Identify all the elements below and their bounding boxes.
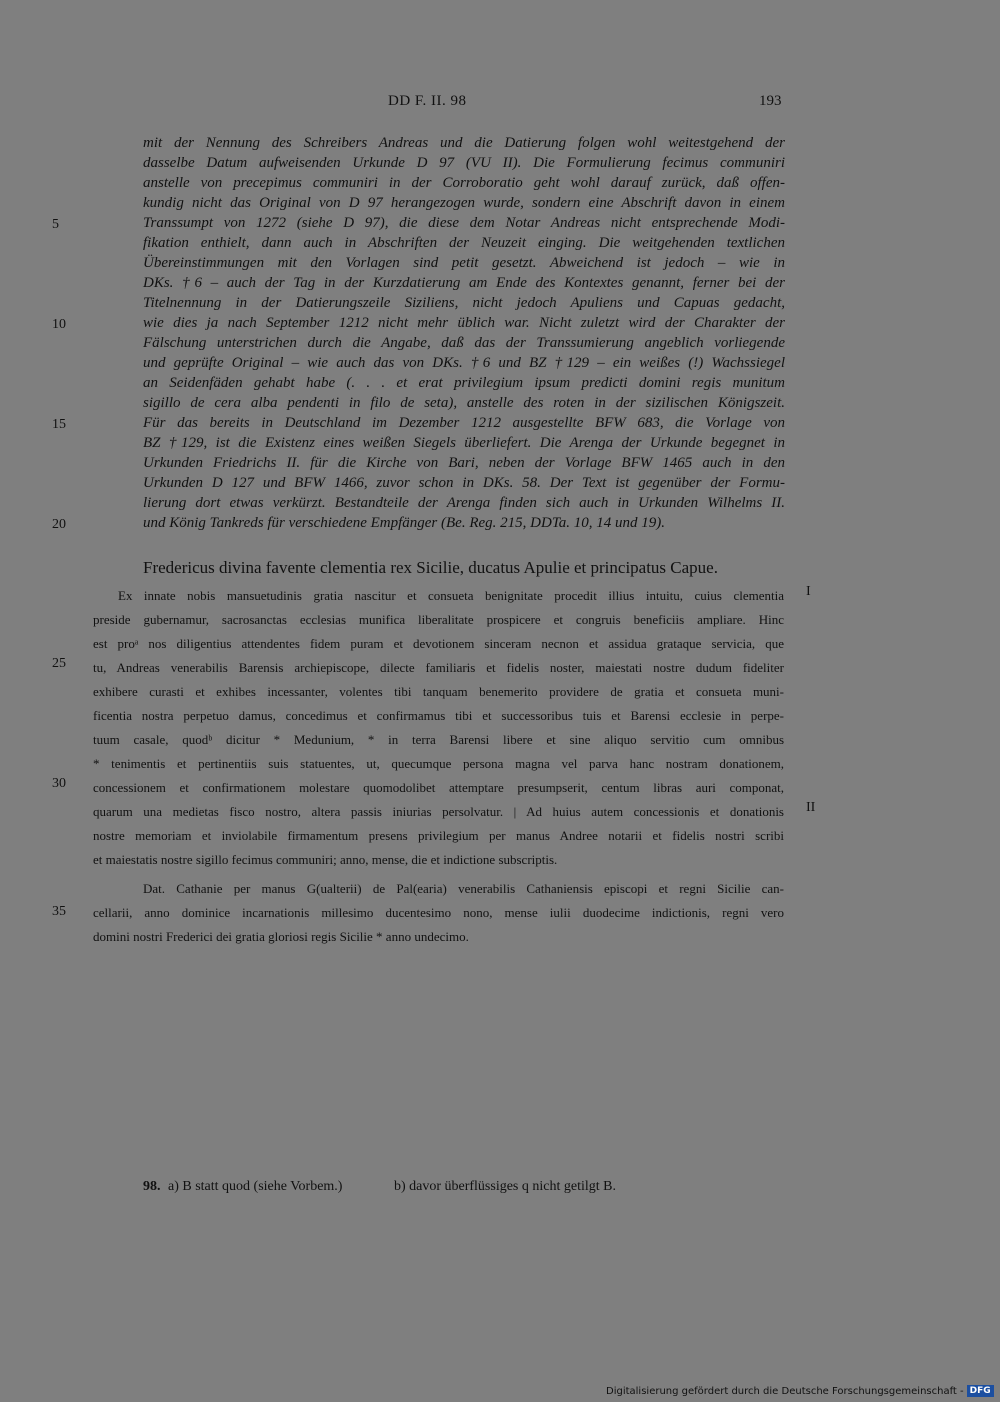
footnote-a: a) B statt quod (siehe Vorbem.) (168, 1179, 343, 1194)
remark-line: Transsumpt von 1272 (siehe D 97), die diese dem Notar Andreas nicht entsprechende Modi- (143, 215, 785, 231)
remark-line: Titelnennung in der Datierungszeile Siziliens, nicht jedoch Apuliens und Capuas gedacht, (143, 295, 785, 311)
remark-line: Urkunden Friedrichs II. für die Kirche von Bari, neben der Vorlage BFW 1465 auch in den (143, 455, 785, 471)
remark-line: sigillo de cera alba pendenti in filo de seta), anstelle des roten in der sizilischen Königszeit. (143, 395, 785, 411)
charter-line: tu, Andreas venerabilis Barensis archiepiscope, dilecte familiaris et fidelis noster, maiestati nostre dudum fideliter (93, 660, 784, 675)
remark-line: DKs. †6 – auch der Tag in der Kurzdatierung am Ende des Kontextes genannt, ferner bei der (143, 275, 785, 291)
footnote-number: 98. (143, 1179, 161, 1194)
running-title: DD F. II. 98 (388, 93, 467, 109)
charter-line: concessionem et confirmationem molestare quomodolibet attemptare presumpserit, centum libras auri componat, (93, 780, 784, 795)
remark-line: Fälschung unterstrichen durch die Angabe, daß das der Transsumierung angeblich vorliegende (143, 335, 785, 351)
footnote-b: b) davor überflüssiges q nicht getilgt B. (393, 1179, 616, 1194)
datum-line: cellarii, anno dominice incarnationis millesimo ducentesimo nono, mense iulii duodecime indictionis, regni vero (93, 905, 784, 920)
charter-line: ficentia nostra perpetuo damus, concedimus et confirmamus tibi et successoribus tuis et Barensi ecclesie in perpe- (93, 708, 784, 723)
funding-note[interactable] (606, 1385, 994, 1397)
charter-line: tuum casale, quodᵇ dicitur * Medunium, * in terra Barensi libere et sine aliquo servitio cum omnibus (93, 732, 784, 747)
remark-line: BZ †129, ist die Existenz eines weißen Siegels überliefert. Die Arenga der Urkunde begegnet in (143, 435, 785, 451)
remark-line: Übereinstimmungen mit den Vorlagen sind petit gesetzt. Abweichend ist jedoch – wie in (143, 255, 785, 271)
line-number: 30 (52, 776, 66, 791)
charter-line: est proᵃ nos diligentius attendentes fidem puram et devotionem sinceram necnon et assidua grataque servicia, que (93, 636, 784, 651)
remark-line: und König Tankreds für verschiedene Empfänger (Be. Reg. 215, DDTa. 10, 14 und 19). (143, 515, 666, 531)
footnotes (143, 1179, 616, 1195)
dfg-logo-icon: DFG (967, 1385, 994, 1397)
remark-line: Urkunden D 127 und BFW 1466, zuvor schon in DKs. 58. Der Text ist gegenüber der Formu- (143, 475, 785, 491)
charter-line: * tenimentis et pertinentiis suis statuentes, ut, quecumque persona magna vel parva hanc nostram donationem, (93, 756, 784, 771)
line-number: 20 (52, 517, 66, 532)
charter-line: et maiestatis nostre sigillo fecimus communiri; anno, mense, die et indictione subscriptis. (93, 852, 558, 867)
line-number: 15 (52, 417, 66, 432)
charter-line: exhibere curasti et exhibes incessanter, volentes tibi tanquam benemerito providere de gratia et consueta muni- (93, 684, 784, 699)
line-number: 25 (52, 656, 66, 671)
datum-line: domini nostri Frederici dei gratia gloriosi regis Sicilie * anno undecimo. (93, 929, 469, 944)
remark-line: dasselbe Datum aufweisenden Urkunde D 97 (VU II). Die Formulierung fecimus communiri (143, 155, 785, 171)
remark-line: fikation enthielt, dann auch in Abschriften der Neuzeit einging. Die weitgehenden textlichen (143, 235, 785, 251)
intitulatio: Fredericus divina favente clementia rex Sicilie, ducatus Apulie et principatus Capue. (143, 558, 718, 577)
line-number: 5 (52, 217, 59, 232)
charter-line: nostre memoriam et inviolabile firmamentum presens privilegium per manus Andree notarii et fidelis nostri scribi (93, 828, 784, 843)
remark-line: anstelle von precepimus communiri in der Corroboratio geht wohl darauf zurück, daß offen- (143, 175, 785, 191)
remark-line: wie dies ja nach September 1212 nicht mehr üblich war. Nicht zuletzt wird der Charakter der (143, 315, 785, 331)
remark-line: Für das bereits in Deutschland im Dezember 1212 ausgestellte BFW 683, die Vorlage von (143, 415, 785, 431)
funding-text: Digitalisierung gefördert durch die Deutsche Forschungsgemeinschaft - (606, 1386, 964, 1397)
charter-line: preside gubernamur, sacrosanctas ecclesias munifica liberalitate prospicere et congruis beneficiis ampliare. Hinc (93, 612, 784, 627)
margin-mark: II (806, 800, 816, 815)
remark-line: kundig nicht das Original von D 97 herangezogen wurde, sondern eine Abschrift davon in einem (143, 195, 785, 211)
charter-line: Ex innate nobis mansuetudinis gratia nascitur et consueta benignitate procedit illius intuitu, cuius clementia (118, 588, 784, 603)
remark-line: und geprüfte Original – wie auch das von DKs. †6 und BZ †129 – ein weißes (!) Wachssiegel (143, 355, 785, 371)
datum-line: Dat. Cathanie per manus G(ualterii) de Pal(earia) venerabilis Cathaniensis episcopi et regni Sicilie can- (143, 881, 784, 896)
remark-line: an Seidenfäden gehabt habe (. . . et erat privilegium ipsum predicti domini regis munitum (143, 375, 785, 391)
remark-line: lierung dort etwas verkürzt. Bestandteile der Arenga finden sich auch in Urkunden Wilhelms II. (143, 495, 785, 511)
charter-line: quarum una medietas fisco nostro, altera passis iniurias persolvatur. | Ad huius autem concessionis et donationis (93, 804, 784, 819)
line-number: 10 (52, 317, 66, 332)
page-number: 193 (759, 93, 782, 109)
line-number: 35 (52, 904, 66, 919)
remark-line: mit der Nennung des Schreibers Andreas und die Datierung folgen wohl weitestgehend der (143, 135, 785, 151)
margin-mark: I (806, 584, 811, 599)
